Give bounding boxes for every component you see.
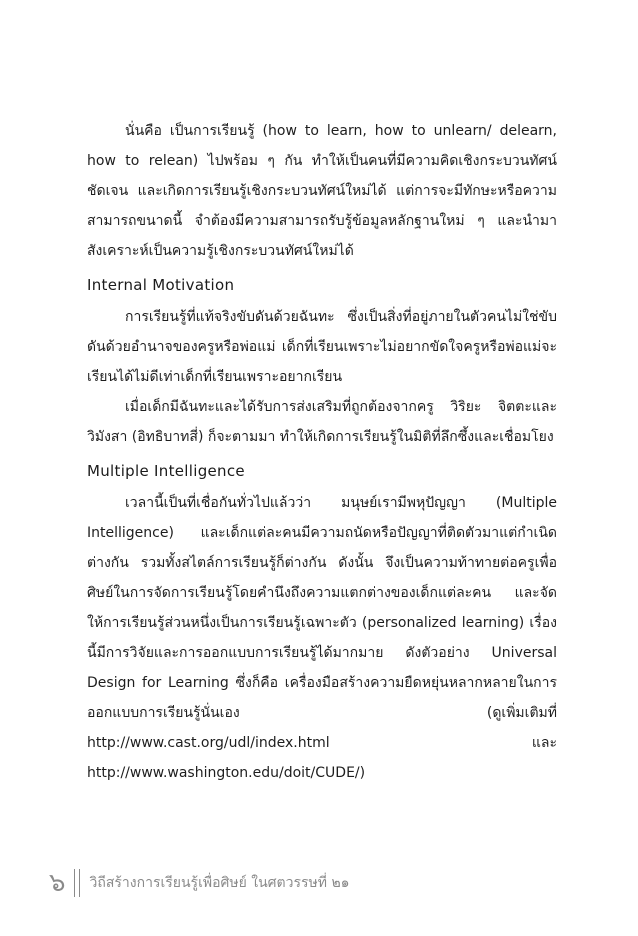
heading-internal-motivation: Internal Motivation xyxy=(87,276,235,294)
page-footer xyxy=(49,866,350,900)
paragraph-intro xyxy=(87,116,557,266)
page-number: ๖ xyxy=(49,868,66,898)
heading-multiple-intelligence: Multiple Intelligence xyxy=(87,462,245,480)
paragraph-internal-motivation-2-text: เมื่อเด็กมีฉันทะและได้รับการส่งเสริมที่ถูกต้องจากครู วิริยะ จิตตะและวิมังสา (อิทธิบาทสี่) ก็จะตามมา ทำให้เกิดการเรียนรู้ในมิติที่ลึกซึ้งและเชื่อมโยง xyxy=(87,399,557,445)
footer-divider xyxy=(74,869,80,897)
paragraph-internal-motivation-2 xyxy=(87,392,557,452)
page-body xyxy=(87,116,557,788)
paragraph-multiple-intelligence xyxy=(87,488,557,788)
paragraph-internal-motivation-1-text: การเรียนรู้ที่แท้จริงขับดันด้วยฉันทะ ซึ่งเป็นสิ่งที่อยู่ภายในตัวคนไม่ใช่ขับดันด้วยอำนาจของครูหรือพ่อแม่ เด็กที่เรียนเพราะไม่อยากขัดใจครูหรือพ่อแม่จะเรียนได้ไม่ดีเท่าเด็กที่เรียนเพราะอยากเรียน xyxy=(87,309,557,385)
paragraph-internal-motivation-1 xyxy=(87,302,557,392)
running-title: วิถีสร้างการเรียนรู้เพื่อศิษย์ ในศตวรรษที่ ๒๑ xyxy=(89,875,350,891)
paragraph-multiple-intelligence-text: เวลานี้เป็นที่เชื่อกันทั่วไปแล้วว่า มนุษย์เรามีพหุปัญญา (Multiple Intelligence) และเด็กแต่ละคนมีความถนัดหรือปัญญาที่ติดตัวมาแต่กำเนิดต่างกัน รวมทั้งสไตล์การเรียนรู้ก็ต่างกัน ดังนั้น จึงเป็นความท้าทายต่อครูเพื่อศิษย์ในการจัดการเรียนรู้โดยคำนึงถึงความแตกต่างของเด็กแต่ละคน และจัดให้การเรียนรู้ส่วนหนึ่งเป็นการเรียนรู้เฉพาะตัว (personalized learning) เรื่องนี้มีการวิจัยและการออกแบบการเรียนรู้ได้มากมาย ดังตัวอย่าง Universal Design for Learning ซึ่งก็คือ เครื่องมือสร้างความยืดหยุ่นหลากหลายในการออกแบบการเรียนรู้นั่นเอง (ดูเพิ่มเติมที่ http://www.cast.org/udl/index.html และ http://www.washington.edu/doit/CUDE/) xyxy=(87,495,557,781)
paragraph-intro-text: นั่นคือ เป็นการเรียนรู้ (how to learn, how to unlearn/ delearn, how to relean) ไปพร้อม ๆ กัน ทำให้เป็นคนที่มีความคิดเชิงกระบวนทัศน์ชัดเจน และเกิดการเรียนรู้เชิงกระบวนทัศน์ใหม่ได้ แต่การจะมีทักษะหรือความสามารถขนาดนี้ จำต้องมีความสามารถรับรู้ข้อมูลหลักฐานใหม่ ๆ และนำมาสังเคราะห์เป็นความรู้เชิงกระบวนทัศน์ใหม่ได้ xyxy=(87,123,557,259)
